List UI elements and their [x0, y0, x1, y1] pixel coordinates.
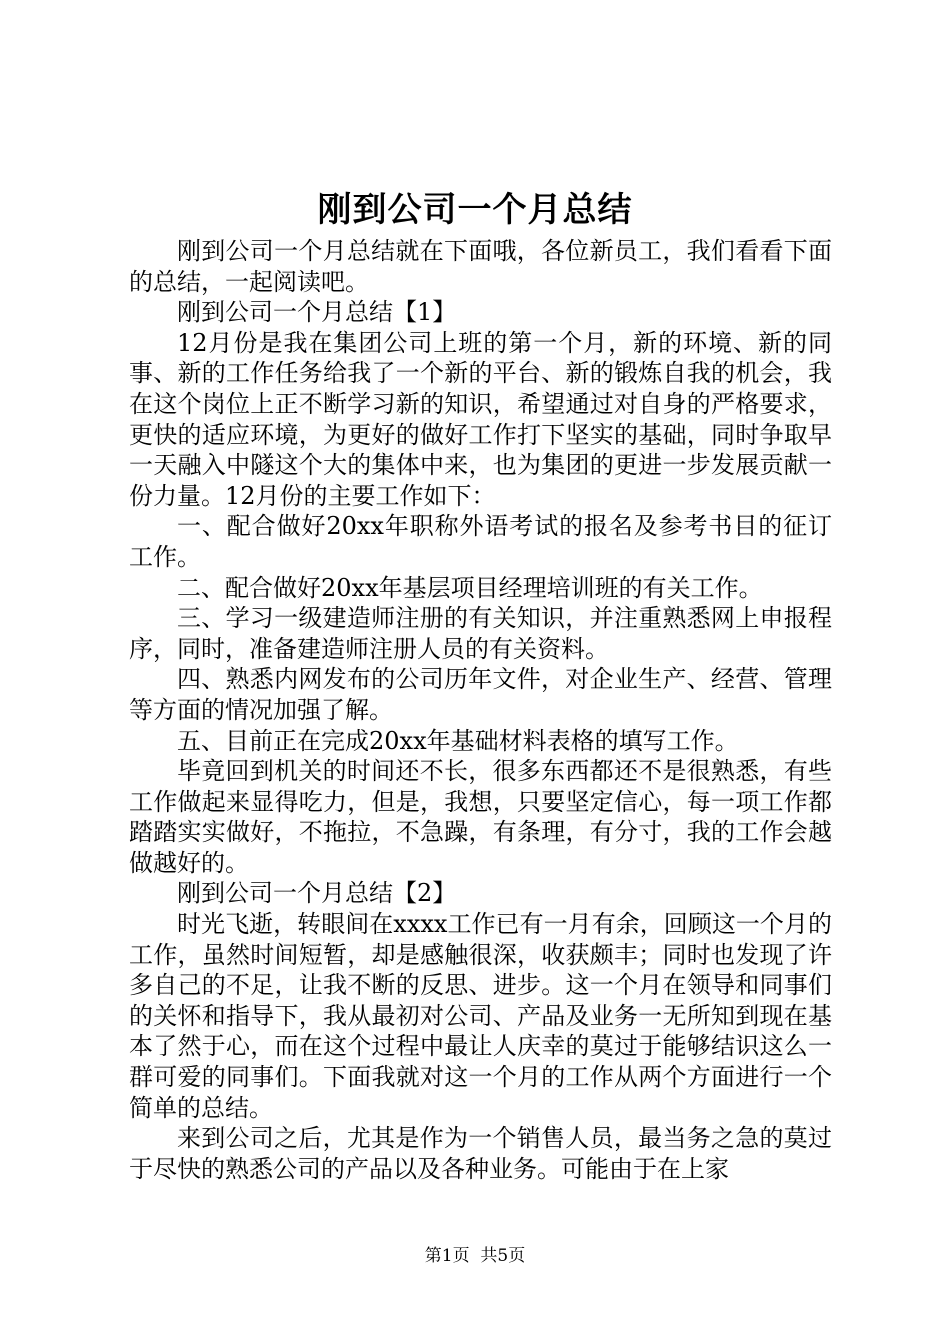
page-number: 第1页 — [424, 1246, 470, 1266]
paragraph-intro: 刚到公司一个月总结就在下面哦，各位新员工，我们看看下面的总结，一起阅读吧。 — [129, 237, 832, 296]
paragraph: 时光飞逝，转眼间在xxxx工作已有一月有余，回顾这一个月的工作，虽然时间短暂，却是感触很深，收获颇丰；同时也发现了许多自己的不足，让我不断的反思、进步。这一个月在领导和同事们的关怀和指导下，我从最初对公司、产品及业务一无所知到现在基本了然于心，而在这个过程中最让人庆幸的莫过于能够结识这么一群可爱的同事们。下面我就对这一个月的工作从两个方面进行一个简单的总结。 — [129, 910, 832, 1122]
page-total: 共5页 — [480, 1246, 526, 1266]
paragraph: 12月份是我在集团公司上班的第一个月，新的环境、新的同事、新的工作任务给我了一个新的平台、新的锻炼自我的机会，我在这个岗位上正不断学习新的知识，希望通过对自身的严格要求，更快的适应环境，为更好的做好工作打下坚实的基础，同时争取早一天融入中隧这个大的集体中来，也为集团的更进一步发展贡献一份力量。12月份的主要工作如下： — [129, 328, 832, 510]
page-footer — [0, 1244, 950, 1268]
document-title: 刚到公司一个月总结 — [317, 190, 633, 230]
section-heading-1: 刚到公司一个月总结【1】 — [177, 298, 457, 327]
list-item: 一、配合做好20xx年职称外语考试的报名及参考书目的征订工作。 — [129, 512, 832, 571]
list-item: 二、配合做好20xx年基层项目经理培训班的有关工作。 — [177, 573, 763, 602]
paragraph: 来到公司之后，尤其是作为一个销售人员，最当务之急的莫过于尽快的熟悉公司的产品以及各种业务。可能由于在上家 — [129, 1124, 832, 1183]
list-item: 五、目前正在完成20xx年基础材料表格的填写工作。 — [177, 726, 739, 755]
section-heading-2: 刚到公司一个月总结【2】 — [177, 879, 457, 908]
document-body — [129, 236, 832, 1184]
list-item: 三、学习一级建造师注册的有关知识，并注重熟悉网上申报程序，同时，准备建造师注册人员的有关资料。 — [129, 604, 832, 663]
paragraph: 毕竟回到机关的时间还不长，很多东西都还不是很熟悉，有些工作做起来显得吃力，但是，我想，只要坚定信心，每一项工作都踏踏实实做好，不拖拉，不急躁，有条理，有分寸，我的工作会越做越好的。 — [129, 757, 832, 877]
list-item: 四、熟悉内网发布的公司历年文件，对企业生产、经营、管理等方面的情况加强了解。 — [129, 665, 832, 724]
